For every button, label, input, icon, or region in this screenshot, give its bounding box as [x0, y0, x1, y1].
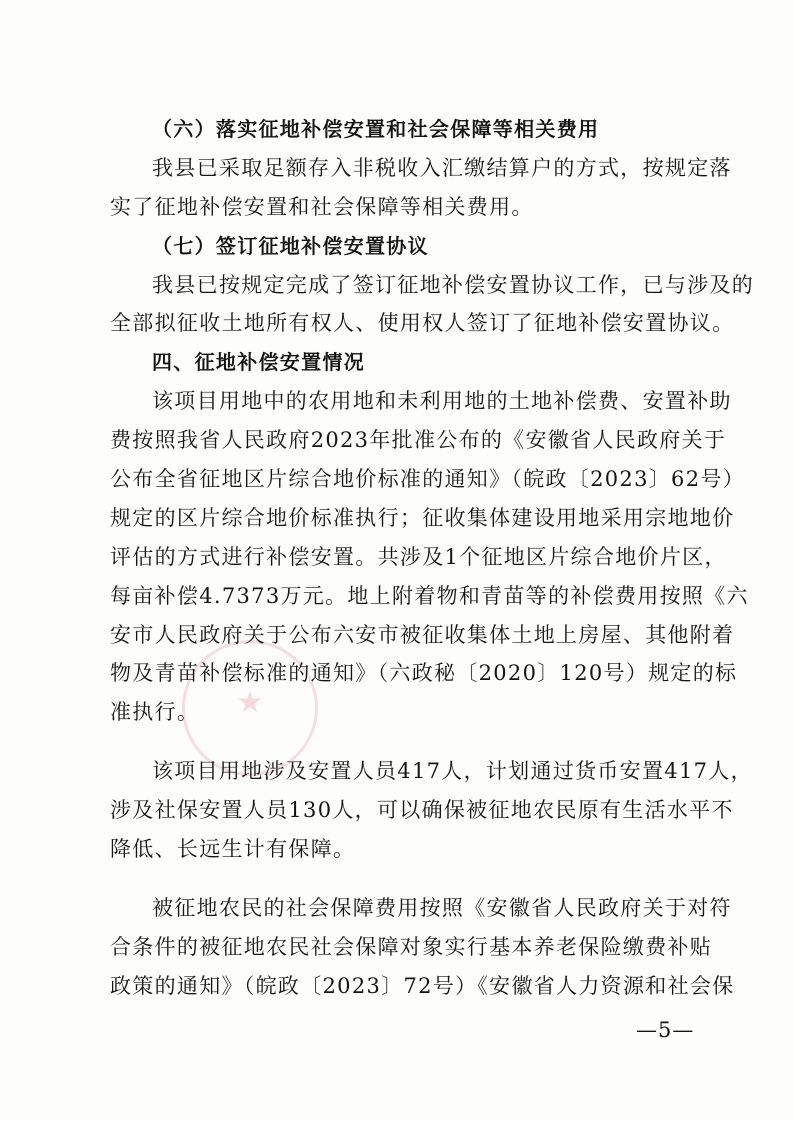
section-heading-4: 四、征地补偿安置情况: [152, 350, 365, 375]
section-heading-6: （六）落实征地补偿安置和社会保障等相关费用: [152, 117, 600, 141]
paragraph-line: 涉及社保安置人员130人，可以确保被征地农民原有生活水平不: [110, 798, 734, 823]
section-heading-7: （七）签订征地补偿安置协议: [152, 233, 429, 258]
paragraph-line: 政策的通知》（皖政〔2023〕72号）《安徽省人力资源和社会保: [110, 973, 735, 998]
document-body: [110, 110, 755, 1006]
paragraph-line: 物及青苗补偿标准的通知》（六政秘〔2020〕120号）规定的标: [110, 661, 738, 686]
paragraph-line: 实了征地补偿安置和社会保障等相关费用。: [110, 194, 534, 219]
paragraph-line: 安市人民政府关于公布六安市被征收集体土地上房屋、其他附着: [110, 622, 735, 647]
paragraph-line: 准执行。: [110, 700, 200, 725]
paragraph-line: 我县已按规定完成了签订征地补偿安置协议工作，已与涉及的: [152, 272, 755, 297]
paragraph-line: 我县已采取足额存入非税收入汇缴结算户的方式，按规定落: [152, 155, 732, 180]
paragraph-line: 评估的方式进行补偿安置。共涉及1个征地区片综合地价片区，: [110, 544, 727, 569]
paragraph-line: 每亩补偿4.7373万元。地上附着物和青苗等的补偿费用按照《六: [110, 583, 749, 608]
seal-star-icon: ★: [236, 685, 264, 720]
paragraph-line: 规定的区片综合地价标准执行；征收集体建设用地采用宗地地价: [110, 505, 735, 530]
paragraph-line: 费按照我省人民政府2023年批准公布的《安徽省人民政府关于: [110, 428, 727, 453]
paragraph-line: 全部拟征收土地所有权人、使用权人签订了征地补偿安置协议。: [110, 311, 735, 336]
paragraph-line: 公布全省征地区片综合地价标准的通知》（皖政〔2023〕62号）: [110, 467, 745, 492]
paragraph-line: 被征地农民的社会保障费用按照《安徽省人民政府关于对符: [152, 895, 732, 920]
page-number: —5—: [636, 1018, 695, 1042]
paragraph-line: 合条件的被征地农民社会保障对象实行基本养老保险缴费补贴: [110, 934, 713, 959]
paragraph-line: 该项目用地涉及安置人员417人，计划通过货币安置417人，: [152, 759, 753, 784]
paragraph-line: 降低、长远生计有保障。: [110, 837, 356, 862]
paragraph-line: 该项目用地中的农用地和未利用地的土地补偿费、安置补助: [152, 389, 732, 414]
